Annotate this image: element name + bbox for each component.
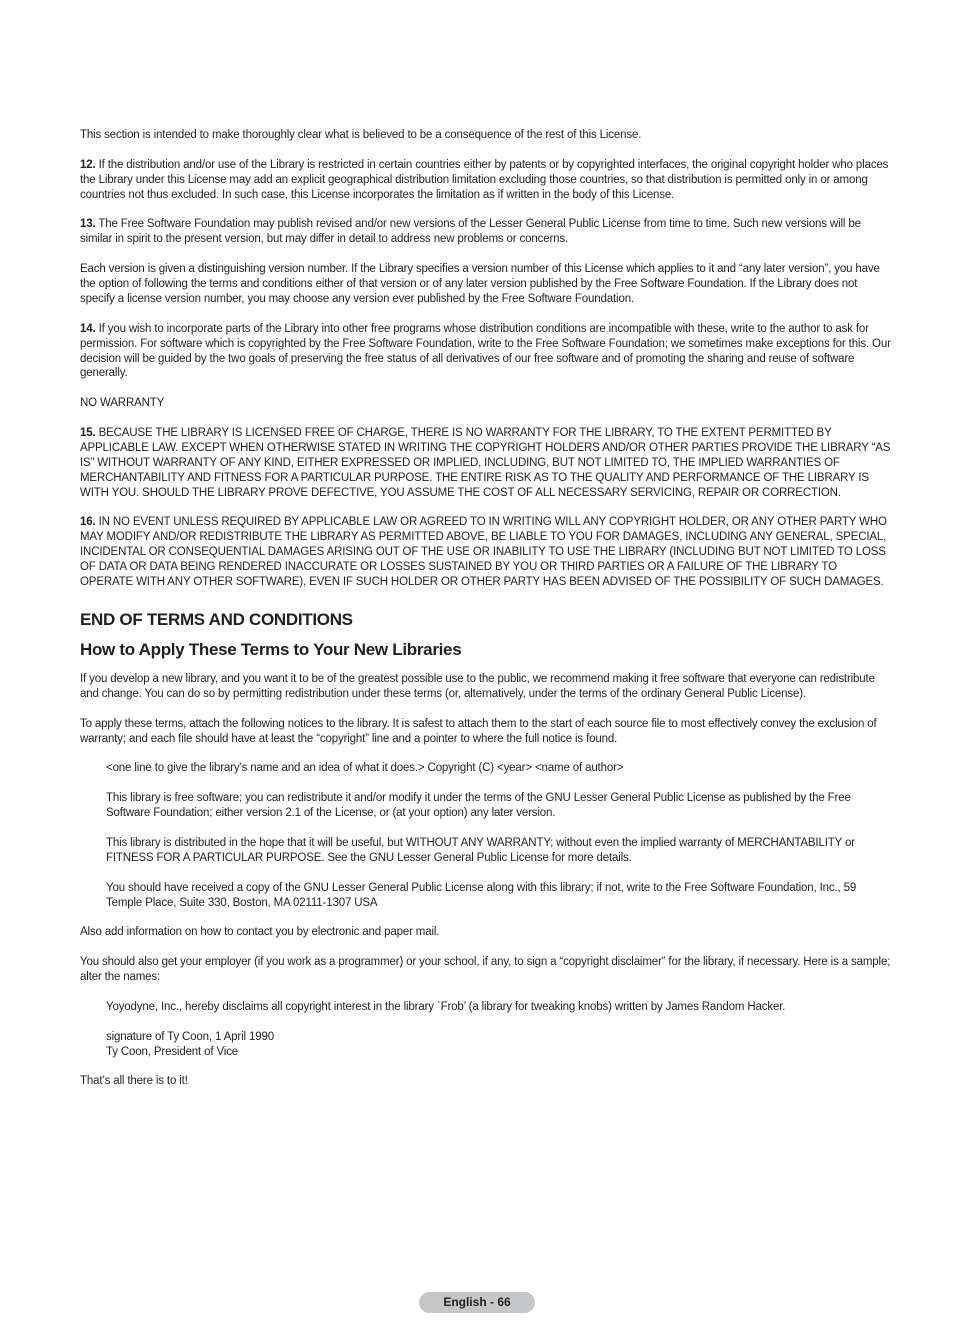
notice-copy-received: You should have received a copy of the GNU Lesser General Public License along with this library; if not, write to the Free Software Foundation, Inc., 59 Temple Place, Suite 330, Boston, MA 02111-1307 USA bbox=[106, 881, 857, 909]
paragraph-develop: If you develop a new library, and you want it to be of the greatest possible use to the public, we recommend making it free software that everyone can redistribute and change. You can do so by permitting redistribution under these terms (or, alternatively, under the terms of the ordinary General Public License). bbox=[80, 672, 875, 700]
paragraph-15 bbox=[80, 426, 892, 501]
paragraph-number: 12. bbox=[80, 158, 96, 171]
paragraph-attach: To apply these terms, attach the following notices to the library. It is safest to attach them to the start of each source file to most effectively convey the exclusion of warranty; and each file should have at least the “copyright” line and a pointer to where the full notice is found. bbox=[80, 717, 877, 745]
paragraph-number: 13. bbox=[80, 218, 96, 231]
signature-line: signature of Ty Coon, 1 April 1990 bbox=[106, 1030, 274, 1043]
license-body bbox=[80, 128, 892, 1104]
paragraph-16 bbox=[80, 515, 892, 590]
paragraph-section-intent: This section is intended to make thoroughly clear what is believed to be a consequence of the rest of this License. bbox=[80, 129, 642, 141]
end-of-terms-heading: END OF TERMS AND CONDITIONS bbox=[80, 609, 353, 629]
signature-block bbox=[106, 1030, 892, 1060]
paragraph-text: If the distribution and/or use of the Library is restricted in certain countries either by patents or by copyrighted interfaces, the original copyright holder who places the Library under this License may add an explicit geographical distribution limitation excluding those countries, so that distribution is permitted only in or among countries not thus excluded. In such case, this License incorporates the limitation as if written in the body of this License. bbox=[80, 158, 889, 201]
notice-free-software: This library is free software; you can redistribute it and/or modify it under the terms of the GNU Lesser General Public License as published by the Free Software Foundation; either version 2.1 of the License, or (at your option) any later version. bbox=[106, 792, 851, 820]
no-warranty-label: NO WARRANTY bbox=[80, 397, 165, 410]
paragraph-text: IN NO EVENT UNLESS REQUIRED BY APPLICABLE LAW OR AGREED TO IN WRITING WILL ANY COPYRIGHT HOLDER, OR ANY OTHER PARTY WHO MAY MODIFY AND/OR REDISTRIBUTE THE LIBRARY AS PERMITTED ABOVE, BE LIABLE TO YOU FOR DAMAGES, INCLUDING ANY GENERAL, SPECIAL, INCIDENTAL OR CONSEQUENTIAL DAMAGES ARISING OUT OF THE USE OR INABILITY TO USE THE LIBRARY (INCLUDING BUT NOT LIMITED TO LOSS OF DATA OR DATA BEING RENDERED INACCURATE OR LOSSES SUSTAINED BY YOU OR THIRD PARTIES OR A FAILURE OF THE LIBRARY TO OPERATE WITH ANY OTHER SOFTWARE), EVEN IF SUCH HOLDER OR OTHER PARTY HAS BEEN ADVISED OF THE POSSIBILITY OF SUCH DAMAGES. bbox=[80, 516, 887, 589]
notice-distributed: This library is distributed in the hope that it will be useful, but WITHOUT ANY WARRANTY; without even the implied warranty of MERCHANTABILITY or FITNESS FOR A PARTICULAR PURPOSE. See the GNU Lesser General Public License for more details. bbox=[106, 836, 855, 864]
signature-name-line: Ty Coon, President of Vice bbox=[106, 1045, 239, 1058]
paragraph-12 bbox=[80, 158, 892, 203]
paragraph-text: If you wish to incorporate parts of the Library into other free programs whose distribution conditions are incompatible with these, write to the author to ask for permission. For software which is copyrighted by the Free Software Foundation, write to the Free Software Foundation; we sometimes make exceptions for this. Our decision will be guided by the two goals of preserving the free status of all derivatives of our free software and of promoting the sharing and reuse of software generally. bbox=[80, 322, 891, 380]
page-number-badge: English - 66 bbox=[419, 1292, 535, 1313]
paragraph-employer: You should also get your employer (if you work as a programmer) or your school, if any, to sign a “copyright disclaimer” for the library, if necessary. Here is a sample; alter the names: bbox=[80, 956, 891, 983]
how-to-apply-heading: How to Apply These Terms to Your New Libraries bbox=[80, 639, 462, 659]
paragraph-text: BECAUSE THE LIBRARY IS LICENSED FREE OF CHARGE, THERE IS NO WARRANTY FOR THE LIBRARY, TO THE EXTENT PERMITTED BY APPLICABLE LAW. EXCEPT WHEN OTHERWISE STATED IN WRITING THE COPYRIGHT HOLDERS AND/OR OTHER PARTIES PROVIDE THE LIBRARY “AS IS” WITHOUT WARRANTY OF ANY KIND, EITHER EXPRESSED OR IMPLIED, INCLUDING, BUT NOT LIMITED TO, THE IMPLIED WARRANTIES OF MERCHANTABILITY AND FITNESS FOR A PARTICULAR PURPOSE. THE ENTIRE RISK AS TO THE QUALITY AND PERFORMANCE OF THE LIBRARY IS WITH YOU. SHOULD THE LIBRARY PROVE DEFECTIVE, YOU ASSUME THE COST OF ALL NECESSARY SERVICING, REPAIR OR CORRECTION. bbox=[80, 427, 891, 499]
disclaimer-sample: Yoyodyne, Inc., hereby disclaims all copyright interest in the library `Frob’ (a library for tweaking knobs) written by James Random Hacker. bbox=[106, 1000, 786, 1013]
paragraph-14 bbox=[80, 322, 892, 382]
paragraph-13 bbox=[80, 217, 892, 247]
paragraph-closing: That’s all there is to it! bbox=[80, 1075, 188, 1088]
paragraph-contact: Also add information on how to contact you by electronic and paper mail. bbox=[80, 926, 440, 939]
notice-first-line: <one line to give the library’s name and an idea of what it does.> Copyright (C) <year> <name of author> bbox=[106, 762, 624, 775]
paragraph-number: 16. bbox=[80, 516, 96, 529]
paragraph-text: The Free Software Foundation may publish revised and/or new versions of the Lesser General Public License from time to time. Such new versions will be similar in spirit to the present version, but may differ in detail to address new problems or concerns. bbox=[80, 218, 861, 246]
paragraph-13-versions: Each version is given a distinguishing version number. If the Library specifies a version number of this License which applies to it and “any later version”, you have the option of following the terms and conditions either of that version or of any later version published by the Free Software Foundation. If the Library does not specify a license version number, you may choose any version ever published by the Free Software Foundation. bbox=[80, 263, 880, 305]
paragraph-number: 14. bbox=[80, 322, 96, 335]
paragraph-number: 15. bbox=[80, 427, 96, 440]
